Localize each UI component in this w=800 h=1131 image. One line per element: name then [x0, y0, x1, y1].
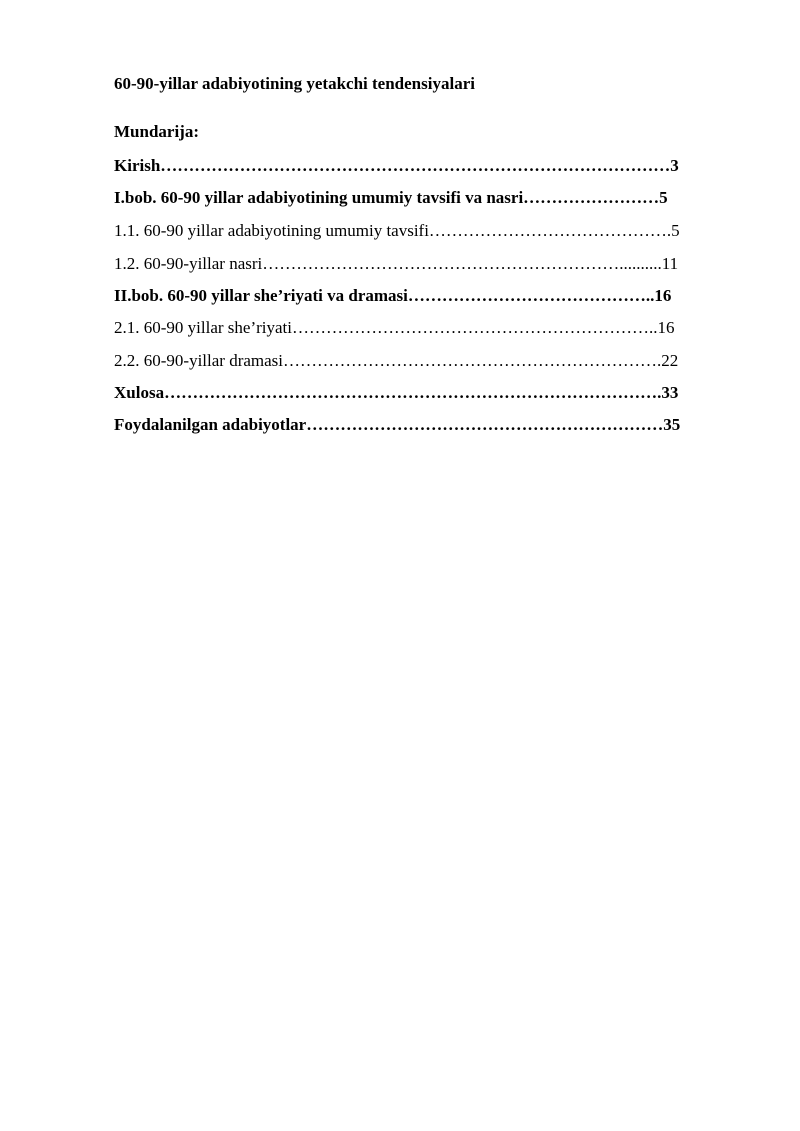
toc-heading: Mundarija:: [114, 122, 199, 141]
toc-entry-section-1-1: 1.1. 60-90 yillar adabiyotining umumiy tavsifi…………………………………….5: [114, 221, 680, 240]
page-title: 60-90-yillar adabiyotining yetakchi tendensiyalari: [114, 74, 475, 93]
toc-entry-references: Foydalanilgan adabiyotlar………………………………………………………35: [114, 415, 681, 434]
toc-entry-chapter-1: I.bob. 60-90 yillar adabiyotining umumiy tavsifi va nasri……………………5: [114, 188, 668, 207]
toc-entry-kirish: Kirish………………………………………………………………………………3: [114, 156, 679, 175]
toc-entry-section-1-2: 1.2. 60-90-yillar nasri………………………………………………………..........11: [114, 254, 679, 273]
toc-entry-section-2-1: 2.1. 60-90 yillar she’riyati………………………………………………………..16: [114, 318, 675, 337]
toc-entry-section-2-2: 2.2. 60-90-yillar dramasi………………………………………………………….22: [114, 351, 679, 370]
toc-entry-xulosa: Xulosa…………………………………………………………………………….33: [114, 383, 679, 402]
toc-entry-chapter-2: II.bob. 60-90 yillar she’riyati va dramasi……………………………………..16: [114, 286, 672, 305]
